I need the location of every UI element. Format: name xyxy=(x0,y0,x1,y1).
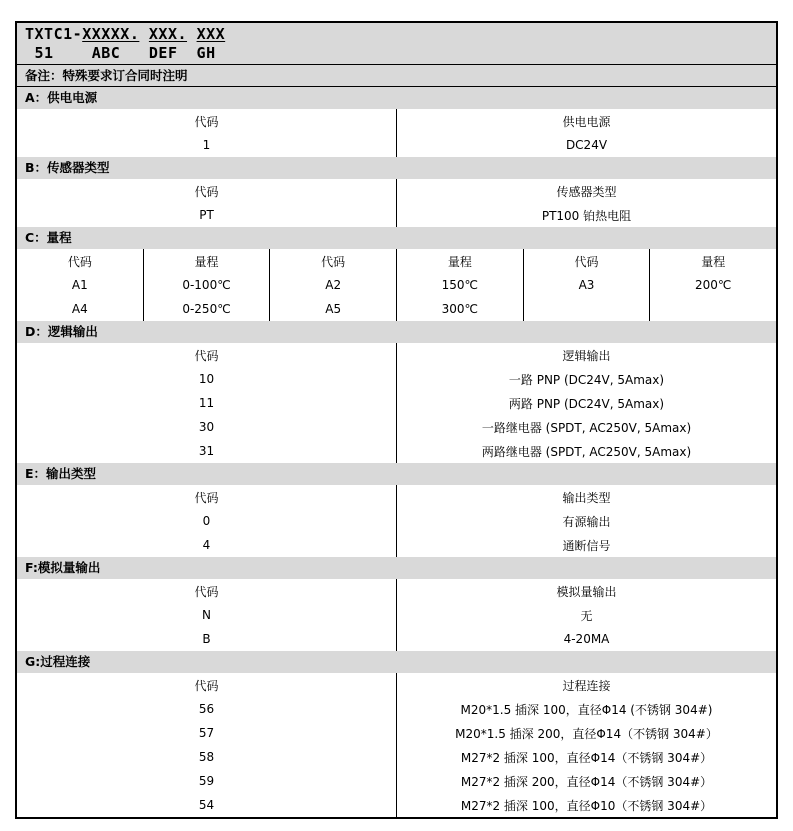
table-row xyxy=(17,509,776,533)
header-cell: 模拟量输出 xyxy=(396,579,776,603)
data-cell: M20*1.5 插深 200，直径Φ14（不锈钢 304#） xyxy=(396,721,776,745)
table-row xyxy=(17,697,776,721)
data-cell: M27*2 插深 100，直径Φ10（不锈钢 304#） xyxy=(396,793,776,817)
data-cell: 无 xyxy=(396,603,776,627)
section-title-band-f: F:模拟量输出 xyxy=(17,557,776,579)
data-cell: A1 xyxy=(71,278,88,292)
model-code-line xyxy=(25,25,776,44)
header-cell: 代码 xyxy=(269,249,396,273)
data-cell: A5 xyxy=(269,297,396,321)
table-row xyxy=(17,745,776,769)
header-cell: 供电电源 xyxy=(396,109,776,133)
code-segment: TXTC1- xyxy=(25,25,83,43)
header-cell: 量程 xyxy=(143,249,270,273)
data-cell: 0-100℃ xyxy=(143,273,270,297)
section-title-band-b: B：传感器类型 xyxy=(17,157,776,179)
table-row xyxy=(17,391,776,415)
data-cell: 一路 PNP (DC24V, 5Amax) xyxy=(396,367,776,391)
table-row xyxy=(17,133,776,157)
header-cell: 代码 xyxy=(194,114,219,129)
data-cell: 4 xyxy=(202,538,211,552)
code-segment xyxy=(187,25,197,43)
data-cell: A2 xyxy=(269,273,396,297)
data-cell: 两路继电器 (SPDT, AC250V, 5Amax) xyxy=(396,439,776,463)
data-cell: 59 xyxy=(198,774,215,788)
header-cell: 量程 xyxy=(649,249,776,273)
header-cell: 代码 xyxy=(523,249,650,273)
data-cell: PT xyxy=(199,208,214,222)
data-cell: 57 xyxy=(198,726,215,740)
data-cell: DC24V xyxy=(396,133,776,157)
data-cell: A3 xyxy=(523,273,650,297)
column-header-row xyxy=(17,343,776,367)
note-band: 备注：特殊要求订合同时注明 xyxy=(17,64,776,86)
data-cell: M27*2 插深 200，直径Φ14（不锈钢 304#） xyxy=(396,769,776,793)
data-cell: 56 xyxy=(198,702,215,716)
table-row xyxy=(17,415,776,439)
order-code-sheet xyxy=(15,21,778,819)
data-cell: M27*2 插深 100，直径Φ14（不锈钢 304#） xyxy=(396,745,776,769)
section-title-band-a: A：供电电源 xyxy=(17,87,776,109)
table-row xyxy=(17,603,776,627)
data-cell: B xyxy=(202,632,211,646)
section-title-band-d: D：逻辑输出 xyxy=(17,321,776,343)
header-cell: 代码 xyxy=(67,254,92,269)
data-cell: 两路 PNP (DC24V, 5Amax) xyxy=(396,391,776,415)
data-cell: 150℃ xyxy=(396,273,523,297)
data-cell: 1 xyxy=(202,138,211,152)
column-header-row xyxy=(17,579,776,603)
section-title-band-e: E：输出类型 xyxy=(17,463,776,485)
header-cell: 量程 xyxy=(396,249,523,273)
data-cell: A4 xyxy=(71,302,88,316)
data-cell: 有源输出 xyxy=(396,509,776,533)
header-cell: 输出类型 xyxy=(396,485,776,509)
column-header-row xyxy=(17,485,776,509)
data-cell: 300℃ xyxy=(396,297,523,321)
data-cell: 10 xyxy=(198,372,215,386)
header-cell: 过程连接 xyxy=(396,673,776,697)
data-cell: 0-250℃ xyxy=(143,297,270,321)
data-cell: 200℃ xyxy=(649,273,776,297)
code-segment-underlined: XXX xyxy=(196,25,226,43)
header-cell: 代码 xyxy=(194,184,219,199)
data-cell: N xyxy=(202,608,211,622)
code-segment xyxy=(139,25,149,43)
table-row xyxy=(17,793,776,817)
section-title-band-c: C：量程 xyxy=(17,227,776,249)
code-segment-underlined: XXXXX. xyxy=(82,25,140,43)
header-cell: 代码 xyxy=(194,584,219,599)
header-cell: 传感器类型 xyxy=(396,179,776,203)
data-cell: 一路继电器 (SPDT, AC250V, 5Amax) xyxy=(396,415,776,439)
table-row xyxy=(17,439,776,463)
data-cell: 4-20MA xyxy=(396,627,776,651)
sections-container xyxy=(17,86,776,817)
column-header-row xyxy=(17,109,776,133)
data-cell xyxy=(523,297,650,321)
column-header-row xyxy=(17,249,776,273)
code-segment-underlined: XXX. xyxy=(148,25,188,43)
data-cell: 11 xyxy=(198,396,215,410)
table-row xyxy=(17,367,776,391)
code-legend-line: 51 ABC DEF GH xyxy=(25,44,216,62)
section-title-band-g: G:过程连接 xyxy=(17,651,776,673)
column-header-row xyxy=(17,673,776,697)
table-row xyxy=(17,769,776,793)
data-cell: 54 xyxy=(198,798,215,812)
header-cell: 逻辑输出 xyxy=(396,343,776,367)
header-cell: 代码 xyxy=(194,678,219,693)
table-row xyxy=(17,297,776,321)
data-cell xyxy=(649,297,776,321)
column-header-row xyxy=(17,179,776,203)
data-cell: 通断信号 xyxy=(396,533,776,557)
data-cell: M20*1.5 插深 100，直径Φ14 (不锈钢 304#) xyxy=(396,697,776,721)
data-cell: 31 xyxy=(198,444,215,458)
table-row xyxy=(17,273,776,297)
table-row xyxy=(17,627,776,651)
data-cell: 0 xyxy=(202,514,211,528)
table-row xyxy=(17,533,776,557)
data-cell: PT100 铂热电阻 xyxy=(396,203,776,227)
header-cell: 代码 xyxy=(194,348,219,363)
header-cell: 代码 xyxy=(194,490,219,505)
data-cell: 58 xyxy=(198,750,215,764)
model-code-block xyxy=(17,23,776,64)
data-cell: 30 xyxy=(198,420,215,434)
table-row xyxy=(17,203,776,227)
table-row xyxy=(17,721,776,745)
